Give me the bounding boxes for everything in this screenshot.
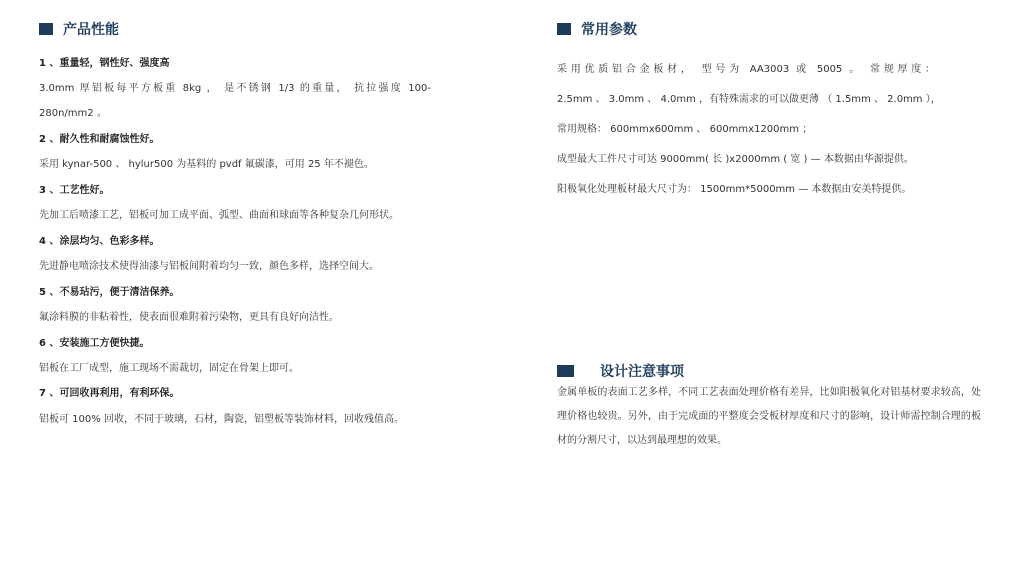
param-line-2: 2.5mm 、 3.0mm 、 4.0mm ，有特殊需求的可以做更薄 （ 1.5mm 、 2.0mm ）， <box>557 94 941 105</box>
feature-heading-1: 1 、重量轻，钢性好、强度高 <box>39 58 170 69</box>
feature-heading-6: 6 、安装施工方便快捷。 <box>39 338 150 349</box>
section-title: 常用参数 <box>581 22 637 38</box>
section-header-params <box>557 19 637 39</box>
feature-body-1a: 3.0mm 厚铝板每平方板重 8kg ， 是不锈钢 1/3 的重量， 抗拉强度 100- <box>39 83 431 94</box>
param-line-5: 阳极氧化处理板材最大尺寸为： 1500mm*5000mm — 本数据由安美特提供。 <box>557 184 912 195</box>
feature-heading-3: 3 、工艺性好。 <box>39 185 110 196</box>
feature-heading-5: 5 、不易玷污，便于清洁保养。 <box>39 287 180 298</box>
section-header-performance <box>39 19 119 39</box>
param-line-1: 采用优质铝合金板材， 型号为 AA3003 或 5005 。 常规厚度： <box>557 64 935 75</box>
feature-body-5: 氟涂料膜的非粘着性，使表面很难附着污染物，更具有良好向洁性。 <box>39 312 339 323</box>
feature-body-7: 铝板可 100% 回收，不同于玻璃，石材，陶瓷，铝塑板等装饰材料，回收残值高。 <box>39 414 404 425</box>
feature-body-2: 采用 kynar-500 、 hylur500 为基料的 pvdf 氟碳漆，可用 25 年不褪色。 <box>39 159 374 170</box>
feature-body-6: 铝板在工厂成型，施工现场不需裁切，固定在骨架上即可。 <box>39 363 299 374</box>
section-header-design <box>557 361 684 381</box>
feature-body-3: 先加工后喷漆工艺，铝板可加工成平面、弧型、曲面和球面等各种复杂几何形状。 <box>39 210 399 221</box>
feature-heading-4: 4 、涂层均匀、色彩多样。 <box>39 236 160 247</box>
design-line-2: 理价格也较贵。另外，由于完成面的平整度会受板材厚度和尺寸的影响，设计师需控制合理的板 <box>557 411 981 422</box>
section-square-icon <box>557 365 574 377</box>
feature-heading-2: 2 、耐久性和耐腐蚀性好。 <box>39 134 160 145</box>
section-title: 产品性能 <box>63 22 119 38</box>
design-line-3: 材的分割尺寸，以达到最理想的效果。 <box>557 435 727 446</box>
param-line-4: 成型最大工件尺寸可达 9000mm( 长 )x2000mm ( 宽 ) — 本数据由华源提供。 <box>557 154 914 165</box>
section-square-icon <box>557 23 571 35</box>
feature-heading-7: 7 、可回收再利用，有利环保。 <box>39 388 180 399</box>
param-line-3: 常用规格： 600mmx600mm 、 600mmx1200mm ； <box>557 124 813 135</box>
feature-body-1b: 280n/mm2 。 <box>39 108 107 119</box>
design-line-1: 金属单板的表面工艺多样，不同工艺表面处理价格有差异，比如阳极氧化对铝基材要求较高，处 <box>557 387 981 398</box>
section-title: 设计注意事项 <box>600 364 684 380</box>
feature-body-4: 先进静电喷涂技术使得油漆与铝板间附着均匀一致，颜色多样，选择空间大。 <box>39 261 379 272</box>
section-square-icon <box>39 23 53 35</box>
